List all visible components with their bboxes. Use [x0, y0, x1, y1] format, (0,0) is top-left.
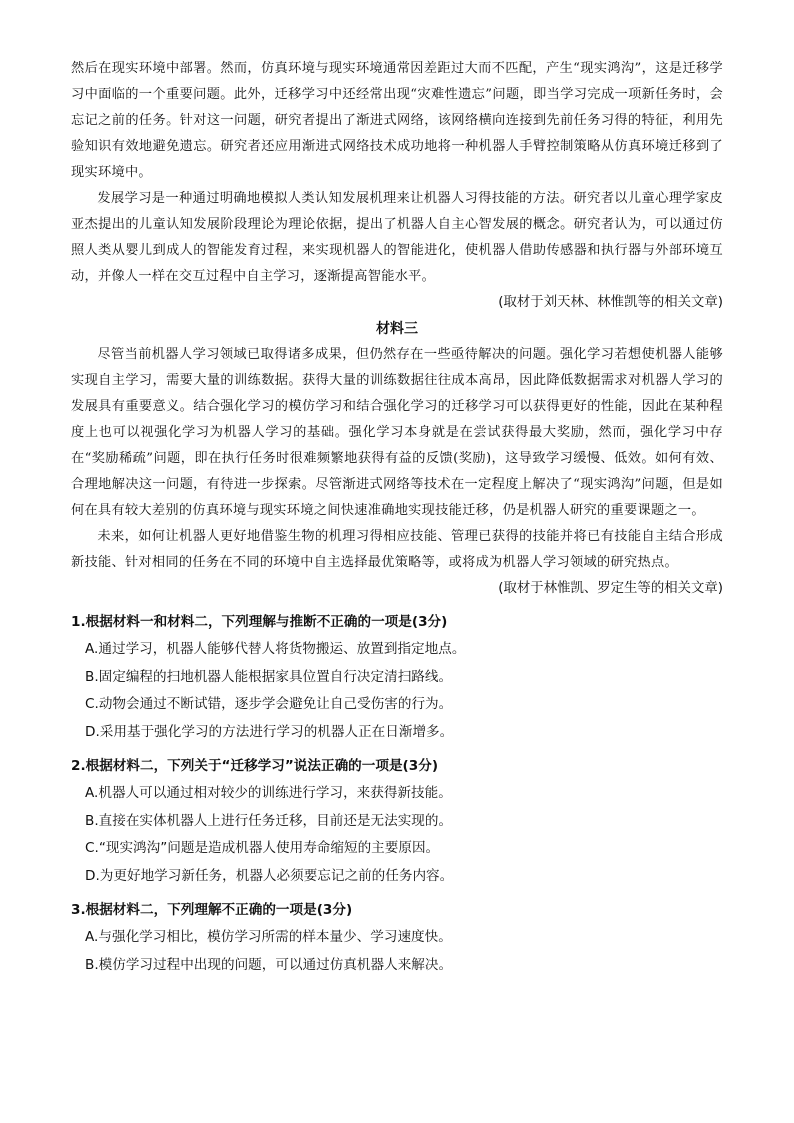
question-option: B.直接在实体机器人上进行任务迁移，目前还是无法实现的。: [85, 812, 453, 829]
material3-paragraph-1: 尽管当前机器人学习领域已取得诸多成果，但仍然存在一些亟待解决的问题。强化学习若想使机器人能够实现自主学习，需要大量的训练数据。获得大量的训练数据往往成本高昂，因此降低数据需求对机器人学习的发展具有重要意义。结合强化学习的模仿学习和结合强化学习的迁移学习可以获得更好的性能，因此在某种程度上也可以视强化学习为机器人学习的基础。强化学习本身就是在尝试获得最大奖励，然而，强化学习中存在“奖励稀疏”问题，即在执行任务时很难频繁地获得有益的反馈(奖励)，这导致学习缓慢、低效。如何有效、合理地解决这一问题，有待进一步探索。尽管渐进式网络等技术在一定程度上解决了“现实鸿沟”问题，但是如何在具有较大差别的仿真环境与现实环境之间快速准确地实现技能迁移，仍是机器人研究的重要课题之一。: [71, 347, 723, 518]
question-option: D.为更好地学习新任务，机器人必须要忘记之前的任务内容。: [85, 867, 454, 884]
material3-heading: 材料三: [376, 321, 418, 337]
question-option: B.固定编程的扫地机器人能根据家具位置自行决定清扫路线。: [85, 668, 453, 685]
question-option: D.采用基于强化学习的方法进行学习的机器人正在日渐增多。: [85, 723, 454, 740]
question-option: C.“现实鸿沟”问题是造成机器人使用寿命缩短的主要原因。: [85, 840, 440, 856]
question-stem: 2.根据材料二，下列关于“迁移学习”说法正确的一项是(3分): [71, 758, 439, 774]
material2-paragraph-2: 发展学习是一种通过明确地模拟人类认知发展机理来让机器人习得技能的方法。研究者以儿童心理学家皮亚杰提出的儿童认知发展阶段理论为理论依据，提出了机器人自主心智发展的概念。研究者认为，可以通过仿照人类从婴儿到成人的智能发育过程，来实现机器人的智能进化，使机器人借助传感器和执行器与外部环境互动，并像人一样在交互过程中自主学习，逐渐提高智能水平。: [71, 191, 723, 284]
material2-source: (取材于刘天林、林惟凯等的相关文章): [498, 295, 723, 310]
question-option: A.与强化学习相比，模仿学习所需的样本量少、学习速度快。: [85, 929, 452, 945]
question-stem: 3.根据材料二，下列理解不正确的一项是(3分): [71, 902, 353, 918]
material2-paragraph-1: 然后在现实环境中部署。然而，仿真环境与现实环境通常因差距过大而不匹配，产生“现实鸿沟”，这是迁移学习中面临的一个重要问题。此外，迁移学习中还经常出现“灾难性遗忘”问题，即当学习完成一项新任务时，会忘记之前的任务。针对这一问题，研究者提出了渐进式网络，该网络横向连接到先前任务习得的特征，利用先验知识有效地避免遗忘。研究者还应用渐进式网络技术成功地将一种机器人手臂控制策略从仿真环境迁移到了现实环境中。: [71, 61, 723, 180]
question-1: [71, 608, 723, 746]
material3-source: (取材于林惟凯、罗定生等的相关文章): [498, 581, 723, 596]
question-option: B.模仿学习过程中出现的问题，可以通过仿真机器人来解决。: [85, 956, 453, 973]
exam-page: [71, 56, 723, 979]
question-option: A.通过学习，机器人能够代替人将货物搬运、放置到指定地点。: [85, 641, 466, 657]
question-option: C.动物会通过不断试错，逐步学会避免让自己受伤害的行为。: [85, 696, 453, 712]
question-option: A.机器人可以通过相对较少的训练进行学习，来获得新技能。: [85, 785, 452, 801]
material3-paragraph-2: 未来，如何让机器人更好地借鉴生物的机理习得相应技能、管理已获得的技能并将已有技能自主结合形成新技能、针对相同的任务在不同的环境中自主选择最优策略等，或将成为机器人学习领域的研究热点。: [71, 529, 723, 570]
question-stem: 1.根据材料一和材料二，下列理解与推断不正确的一项是(3分): [71, 614, 448, 630]
question-3: [71, 896, 723, 979]
question-2: [71, 752, 723, 890]
